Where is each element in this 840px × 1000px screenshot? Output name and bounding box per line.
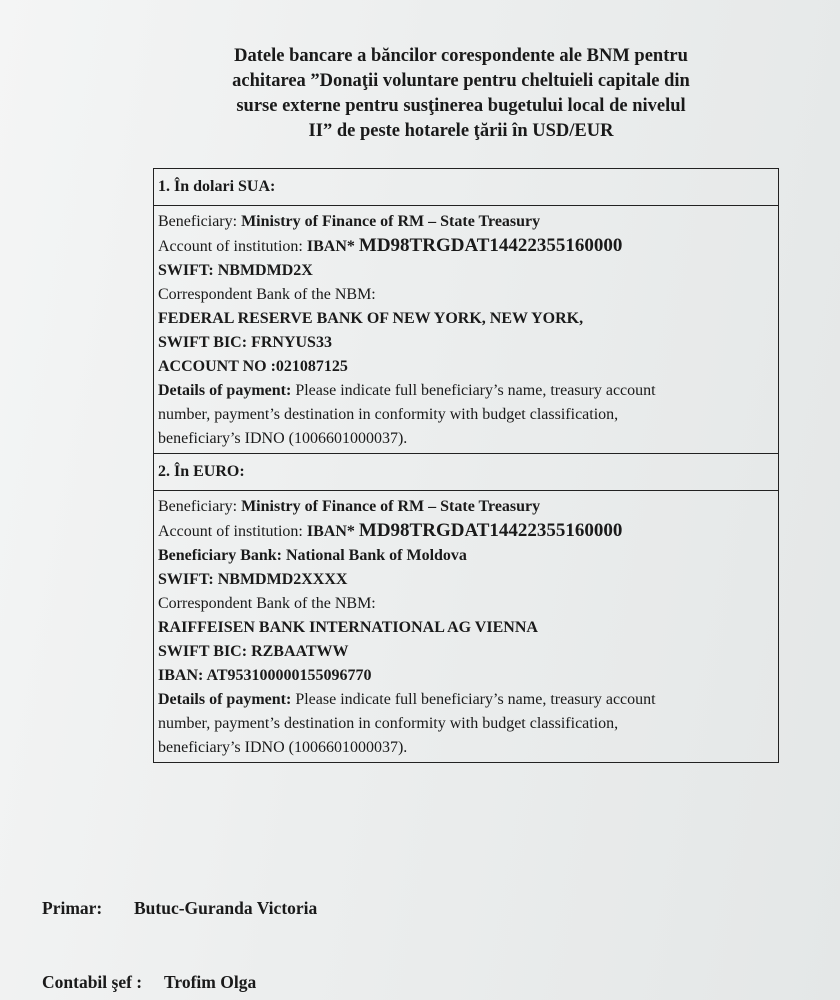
title-line-1: Datele bancare a băncilor corespondente ale BNM pentru	[234, 46, 688, 66]
usd-details-line-3: beneficiary’s IDNO (1006601000037).	[158, 430, 408, 447]
usd-account-no: ACCOUNT NO :021087125	[158, 358, 348, 375]
eur-beneficiary	[158, 495, 774, 519]
usd-beneficiary-label: Beneficiary:	[158, 213, 242, 230]
usd-swift: SWIFT: NBMDMD2X	[158, 262, 313, 279]
eur-correspondent-label: Correspondent Bank of the NBM:	[158, 595, 376, 612]
eur-account-label: Account of institution:	[158, 523, 307, 540]
usd-details-line-1	[158, 379, 774, 403]
eur-iban-value: MD98TRGDAT14422355160000	[358, 520, 623, 541]
eur-details-line-1	[158, 688, 774, 712]
usd-iban-value: MD98TRGDAT14422355160000	[358, 235, 623, 256]
mayor-signature-line	[42, 898, 317, 919]
usd-iban-label: IBAN*	[306, 238, 359, 255]
eur-section-heading: 2. În EURO:	[154, 454, 778, 491]
eur-section-body	[154, 491, 778, 762]
eur-beneficiary-bank: Beneficiary Bank: National Bank of Moldova	[158, 547, 467, 564]
eur-details-text-1: Please indicate full beneficiary’s name, treasury account	[295, 691, 656, 708]
document-title	[150, 44, 772, 144]
usd-correspondent-bank: FEDERAL RESERVE BANK OF NEW YORK, NEW YORK,	[158, 310, 584, 327]
usd-section-body	[154, 206, 778, 454]
eur-swift: SWIFT: NBMDMD2XXXX	[158, 571, 348, 588]
usd-details-label: Details of payment:	[158, 382, 296, 399]
usd-swift-bic: SWIFT BIC: FRNYUS33	[158, 334, 332, 351]
accountant-name: Trofim Olga	[164, 972, 257, 992]
usd-section-heading: 1. În dolari SUA:	[154, 169, 778, 206]
usd-details-line-2: number, payment’s destination in conformity with budget classification,	[158, 406, 619, 423]
accountant-label: Contabil şef :	[42, 972, 143, 992]
title-line-2: achitarea ”Donaţii voluntare pentru cheltuieli capitale din	[232, 71, 690, 91]
usd-account-label: Account of institution:	[158, 238, 307, 255]
eur-swift-bic: SWIFT BIC: RZBAATWW	[158, 643, 349, 660]
mayor-label: Primar:	[42, 898, 103, 918]
accountant-signature-line	[42, 972, 256, 993]
eur-details-label: Details of payment:	[158, 691, 296, 708]
mayor-name: Butuc-Guranda Victoria	[134, 898, 318, 918]
usd-beneficiary	[158, 210, 774, 234]
eur-correspondent-bank: RAIFFEISEN BANK INTERNATIONAL AG VIENNA	[158, 619, 538, 636]
title-line-4: II” de peste hotarele ţării în USD/EUR	[308, 121, 614, 141]
usd-beneficiary-value: Ministry of Finance of RM – State Treasury	[241, 213, 541, 230]
eur-iban-line: IBAN: AT953100000155096770	[158, 667, 372, 684]
usd-correspondent-label: Correspondent Bank of the NBM:	[158, 286, 376, 303]
title-line-3: surse externe pentru susţinerea bugetului local de nivelul	[236, 96, 686, 116]
bank-details-table	[153, 168, 779, 763]
usd-details-text-1: Please indicate full beneficiary’s name, treasury account	[295, 382, 656, 399]
eur-beneficiary-value: Ministry of Finance of RM – State Treasury	[241, 498, 541, 515]
eur-account	[158, 519, 774, 544]
eur-iban-label: IBAN*	[306, 523, 359, 540]
usd-account	[158, 234, 774, 259]
eur-details-line-2: number, payment’s destination in conformity with budget classification,	[158, 715, 619, 732]
eur-beneficiary-label: Beneficiary:	[158, 498, 242, 515]
eur-details-line-3: beneficiary’s IDNO (1006601000037).	[158, 739, 408, 756]
